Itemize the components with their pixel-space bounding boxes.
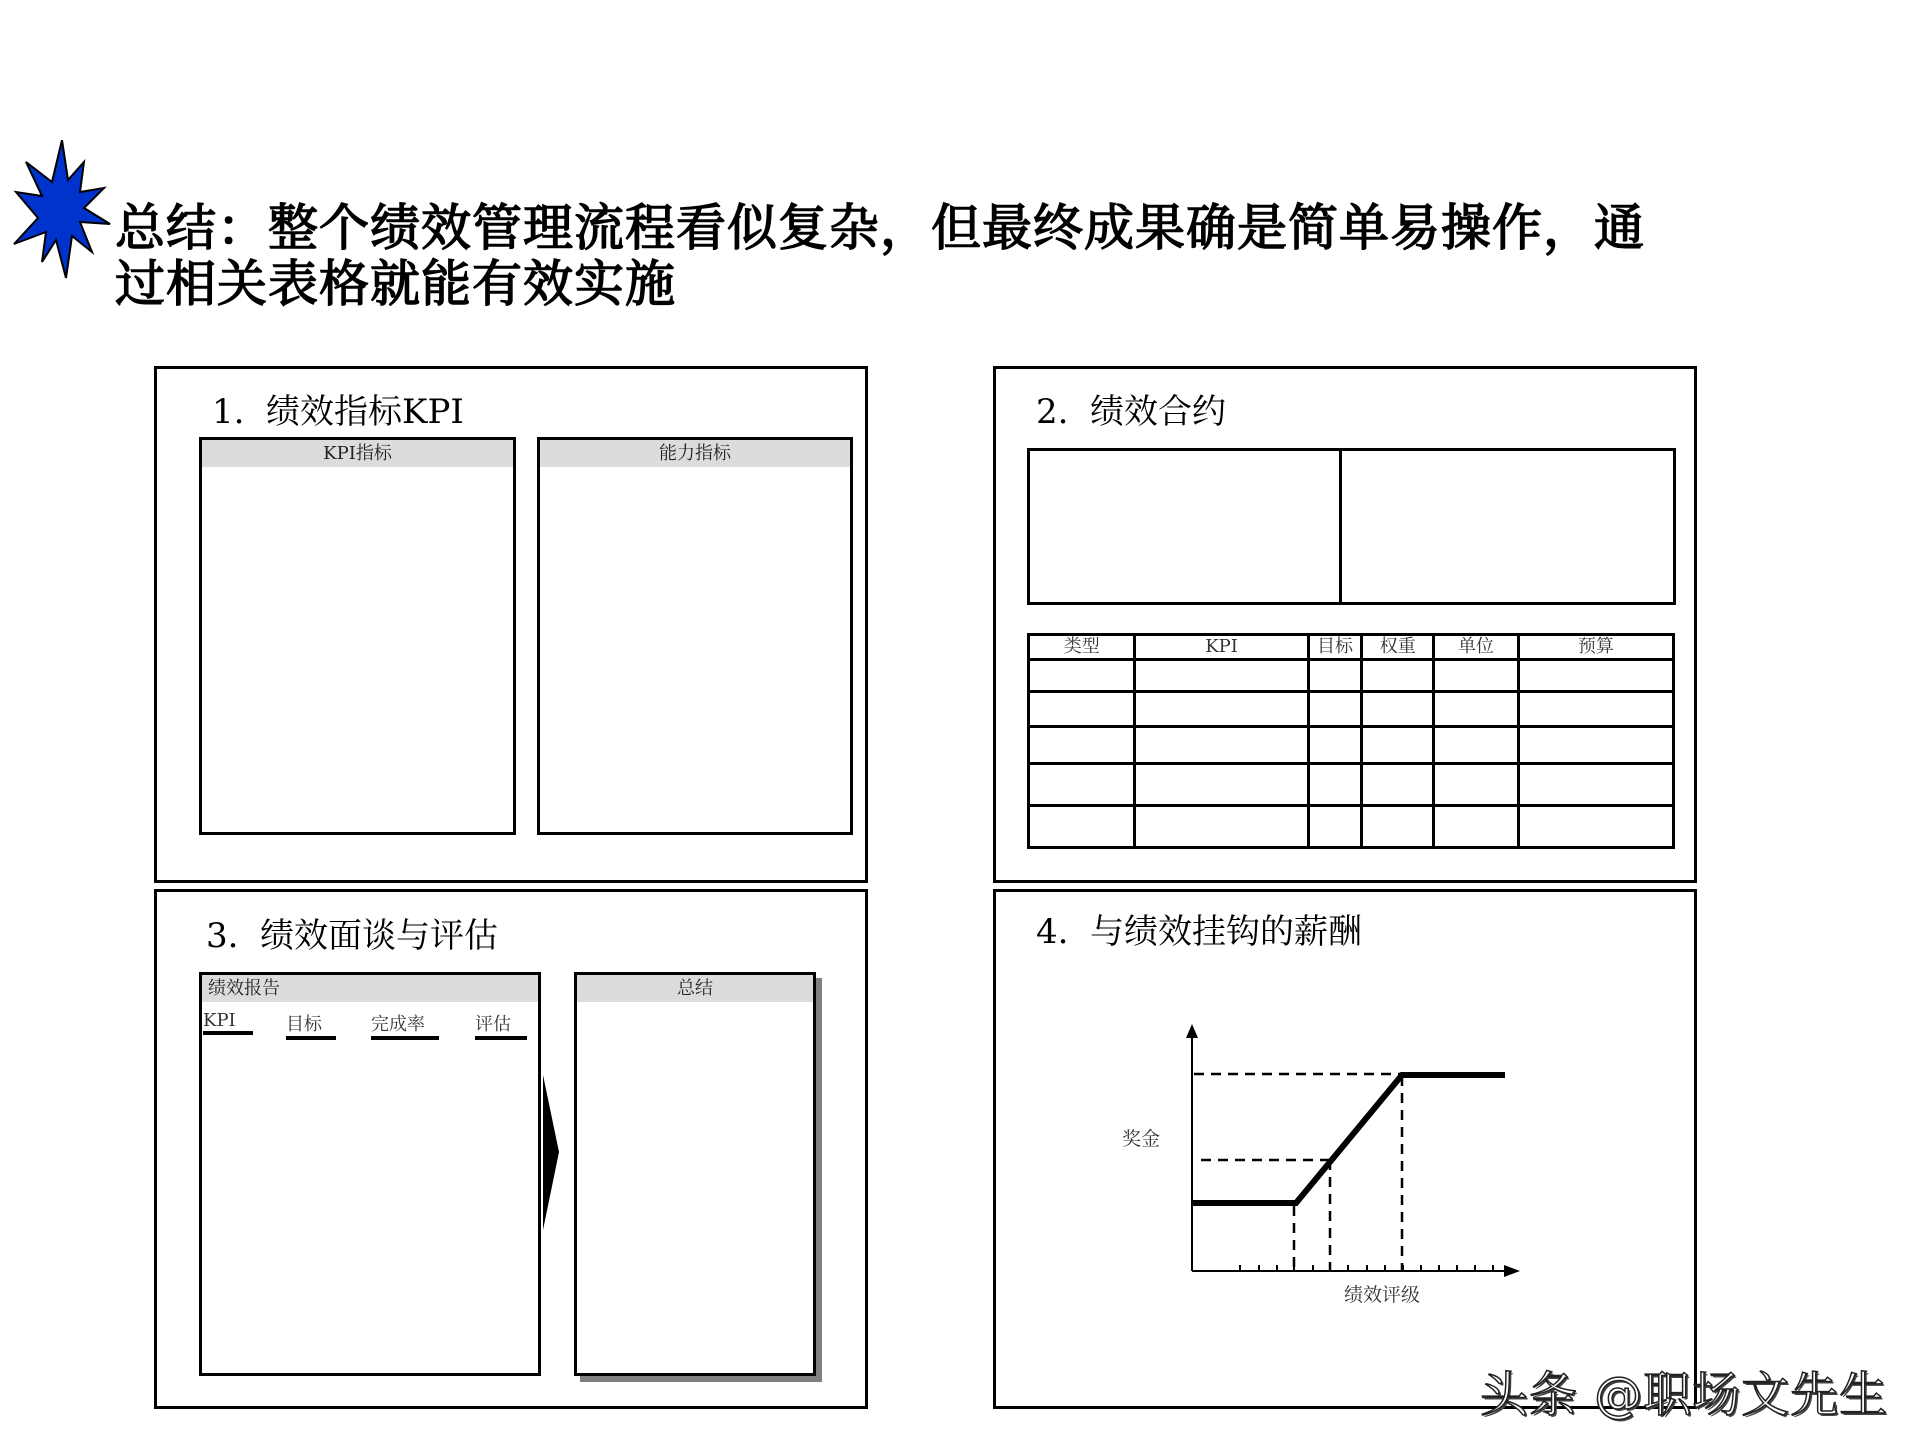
- table-cell: [1434, 806, 1519, 848]
- report-col-evaluation: 评估: [475, 1010, 527, 1040]
- table-cell: [1135, 660, 1308, 692]
- kpi-indicator-header: KPI指标: [202, 440, 513, 467]
- starburst-icon: [12, 140, 114, 280]
- contract-box-left: [1027, 448, 1342, 605]
- table-cell: [1518, 727, 1673, 764]
- table-row: [1029, 764, 1674, 806]
- table-cell: [1518, 692, 1673, 727]
- report-header: 绩效报告: [202, 975, 538, 1002]
- table-cell: [1362, 660, 1434, 692]
- ability-indicator-header: 能力指标: [540, 440, 850, 467]
- report-col-completion: 完成率: [371, 1010, 439, 1040]
- table-cell: [1029, 692, 1135, 727]
- table-cell: [1518, 764, 1673, 806]
- table-cell: [1362, 727, 1434, 764]
- panel-kpi-title: 1. 绩效指标KPI: [212, 392, 464, 432]
- table-cell: [1029, 727, 1135, 764]
- table-cell: [1029, 660, 1135, 692]
- arrow-right-icon: [542, 1075, 562, 1230]
- report-col-kpi: KPI: [203, 1010, 253, 1035]
- table-row: [1029, 660, 1674, 692]
- table-cell: [1308, 764, 1362, 806]
- panel-review-title: 3. 绩效面谈与评估: [206, 916, 499, 956]
- table-cell: [1362, 764, 1434, 806]
- col-header-kpi: KPI: [1135, 635, 1308, 660]
- table-cell: [1029, 806, 1135, 848]
- table-cell: [1308, 692, 1362, 727]
- page-title: [115, 200, 1755, 312]
- table-cell: [1029, 764, 1135, 806]
- table-row: [1029, 727, 1674, 764]
- table-cell: [1135, 727, 1308, 764]
- table-cell: [1135, 692, 1308, 727]
- table-cell: [1135, 806, 1308, 848]
- chart-ylabel: 奖金: [1122, 1128, 1161, 1150]
- summary-header: 总结: [577, 975, 813, 1002]
- table-cell: [1135, 764, 1308, 806]
- table-cell: [1308, 660, 1362, 692]
- watermark: 头条 @职场文先生: [1480, 1367, 1889, 1423]
- col-header-weight: 权重: [1362, 635, 1434, 660]
- table-cell: [1362, 806, 1434, 848]
- col-header-budget: 预算: [1518, 635, 1673, 660]
- table-cell: [1308, 727, 1362, 764]
- table-header-row: [1029, 635, 1674, 660]
- col-header-type: 类型: [1029, 635, 1135, 660]
- table-cell: [1434, 764, 1519, 806]
- contract-box-right: [1339, 448, 1676, 605]
- title-line-2: 过相关表格就能有效实施: [115, 255, 676, 313]
- report-col-target: 目标: [286, 1010, 336, 1040]
- contract-table: [1027, 633, 1675, 849]
- bonus-chart: [1100, 1020, 1560, 1290]
- col-header-unit: 单位: [1434, 635, 1519, 660]
- table-cell: [1434, 692, 1519, 727]
- table-cell: [1434, 660, 1519, 692]
- summary-box: [574, 972, 816, 1376]
- panel-contract-title: 2. 绩效合约: [1036, 392, 1227, 432]
- table-row: [1029, 806, 1674, 848]
- table-cell: [1434, 727, 1519, 764]
- col-header-target: 目标: [1308, 635, 1362, 660]
- chart-xlabel: 绩效评级: [1344, 1284, 1421, 1306]
- title-line-1: 总结：整个绩效管理流程看似复杂，但最终成果确是简单易操作，通: [115, 199, 1645, 257]
- panel-compensation-title: 4. 与绩效挂钩的薪酬: [1036, 912, 1363, 952]
- table-cell: [1362, 692, 1434, 727]
- table-row: [1029, 692, 1674, 727]
- kpi-indicator-box: [199, 437, 516, 835]
- table-cell: [1308, 806, 1362, 848]
- ability-indicator-box: [537, 437, 853, 835]
- table-cell: [1518, 806, 1673, 848]
- table-cell: [1518, 660, 1673, 692]
